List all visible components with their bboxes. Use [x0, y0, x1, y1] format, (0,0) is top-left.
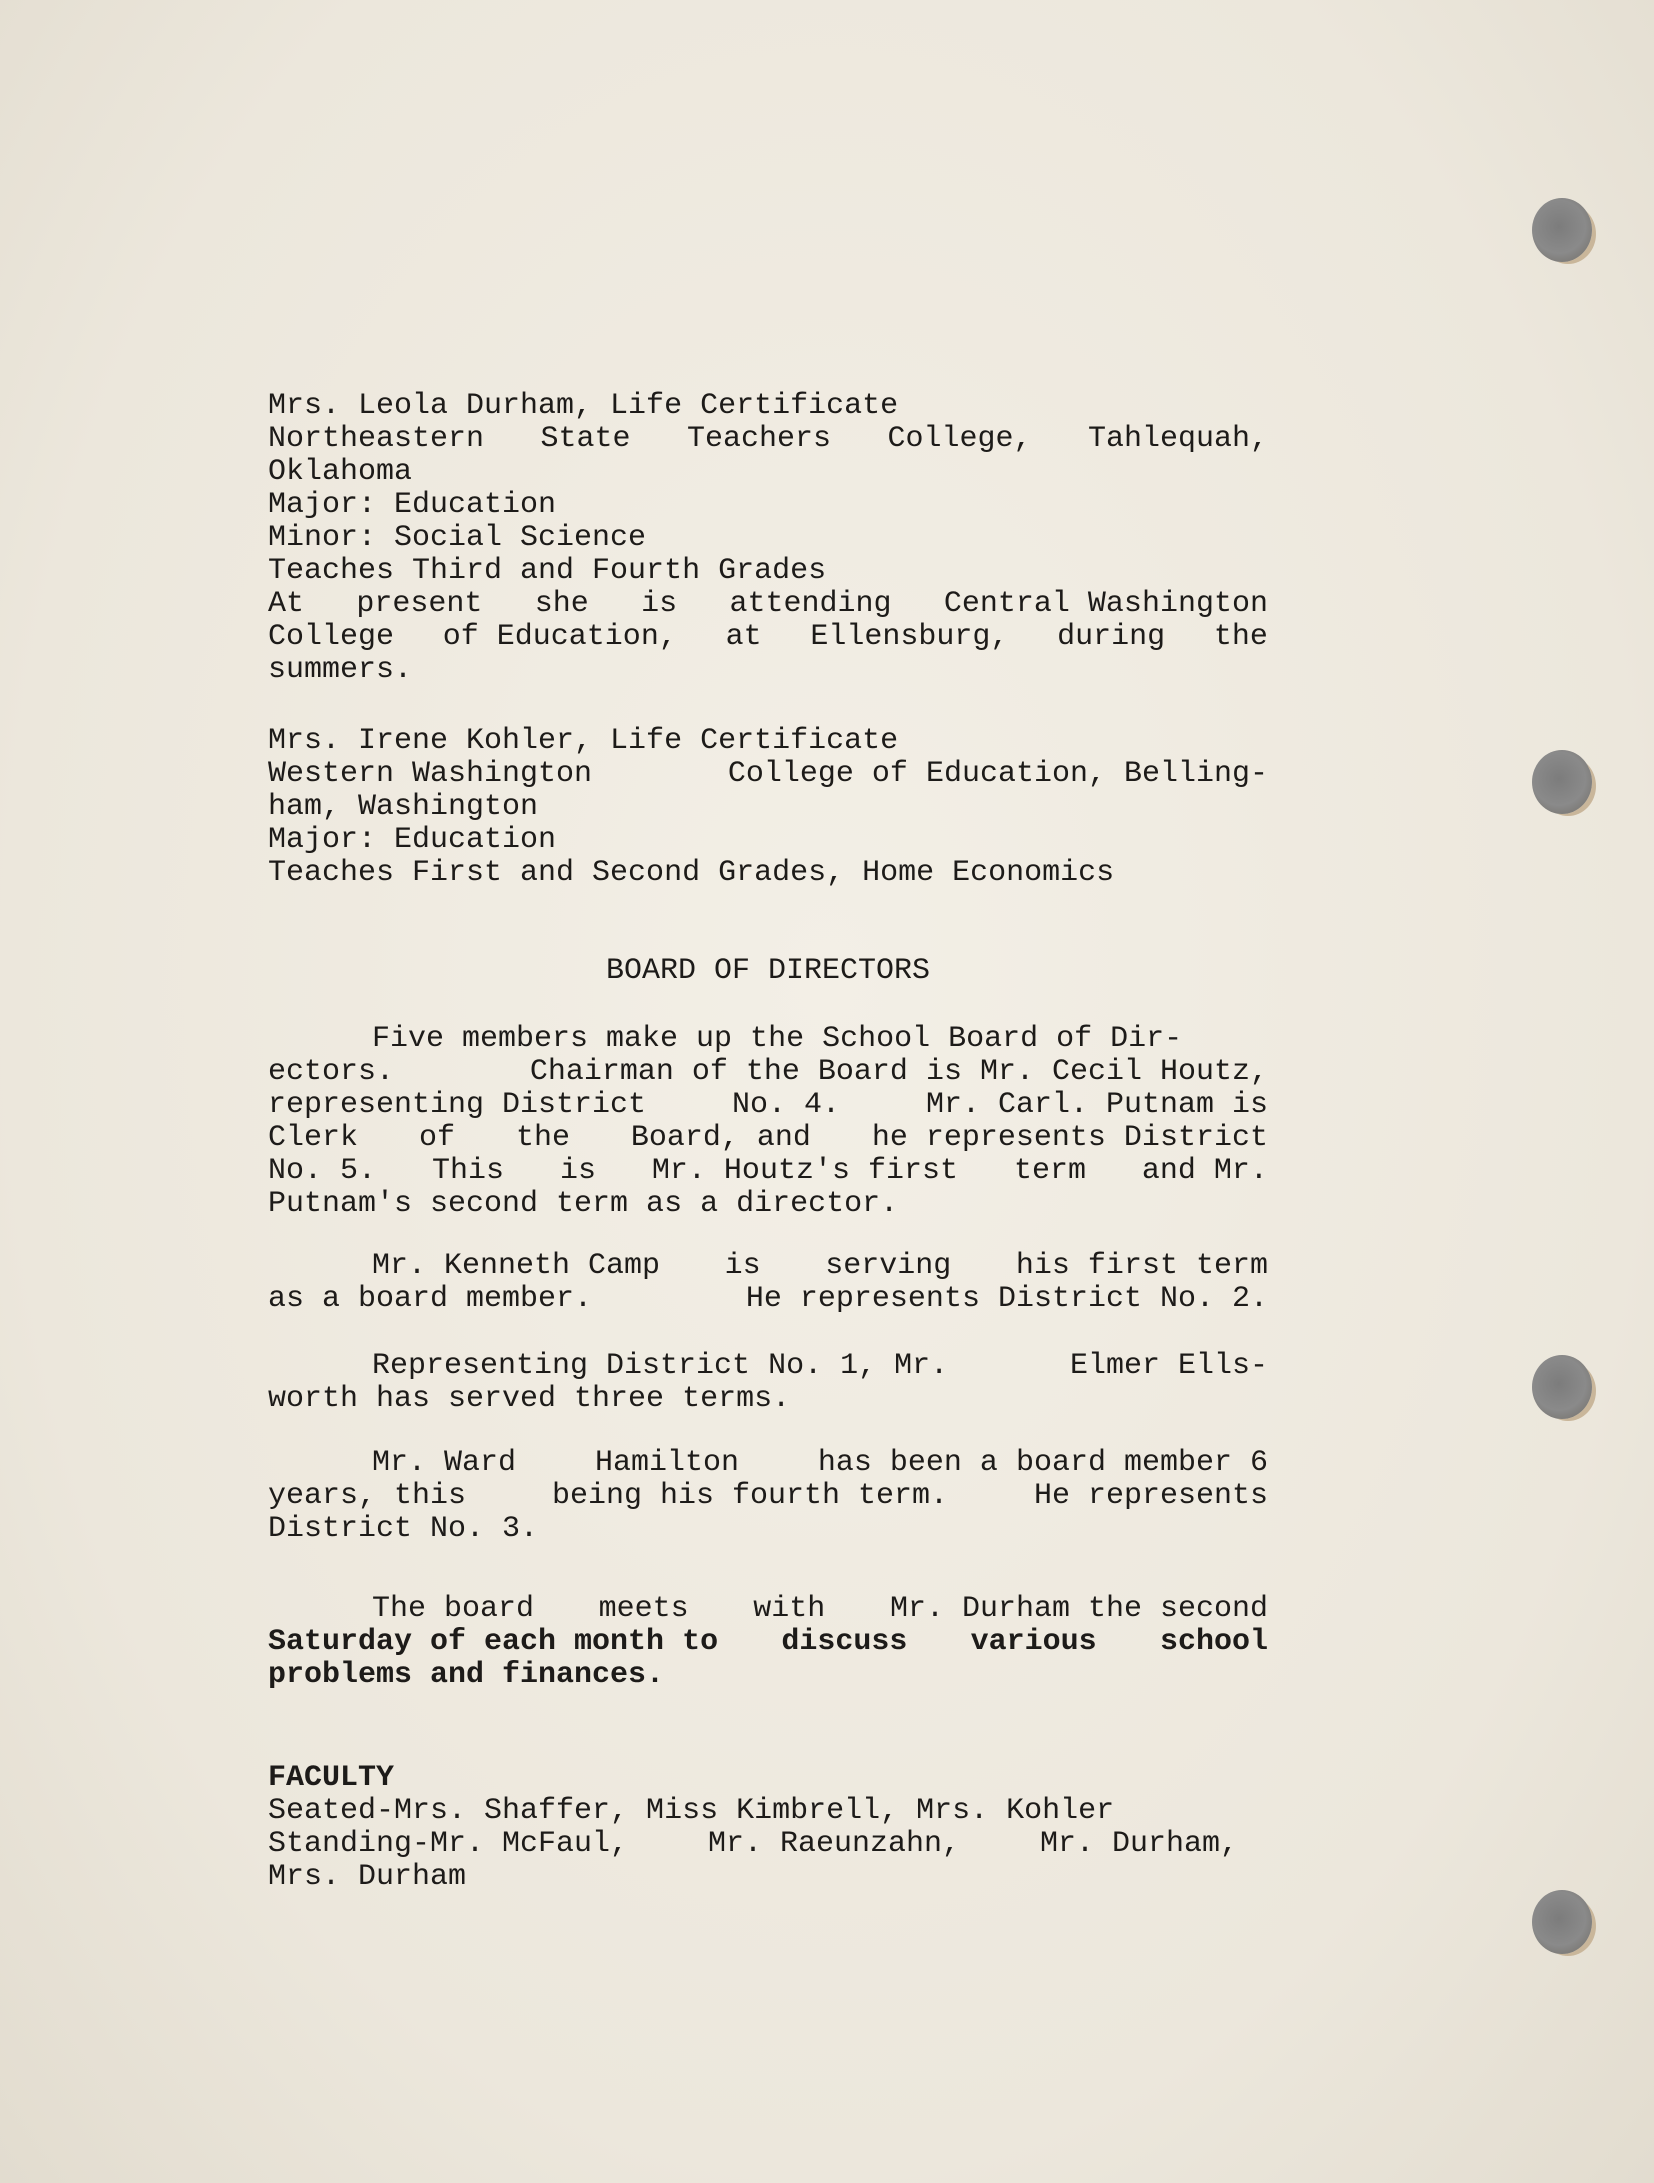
board-p5-line-2: Saturday of each month to discuss various school [268, 1625, 1268, 1659]
board-p3-line-2: worth has served three terms. [268, 1382, 791, 1416]
durham-name-line: Mrs. Leola Durham, Life Certificate [268, 389, 899, 423]
board-p2-line-2: as a board member. He represents District No. 2. [268, 1282, 1268, 1316]
durham-present-line-3: summers. [268, 653, 413, 687]
durham-teaches: Teaches Third and Fourth Grades [268, 554, 827, 588]
binder-hole-3 [1532, 1355, 1592, 1419]
durham-minor: Minor: Social Science [268, 521, 647, 555]
board-p5-line-1: The board meets with Mr. Durham the second [372, 1592, 1268, 1626]
durham-entry [268, 390, 1268, 687]
board-p4-line-3: District No. 3. [268, 1512, 539, 1546]
board-p5-line-3: problems and finances. [268, 1658, 665, 1692]
kohler-entry [268, 725, 1268, 890]
board-p1-line-1: Five members make up the School Board of Dir- [372, 1022, 1183, 1056]
board-p2-line-1: Mr. Kenneth Camp is serving his first term [372, 1249, 1268, 1283]
board-p4-line-1: Mr. Ward Hamilton has been a board member 6 [372, 1446, 1268, 1480]
kohler-state-line: ham, Washington [268, 790, 539, 824]
faculty-title: FACULTY [268, 1761, 395, 1795]
binder-hole-1 [1532, 198, 1592, 262]
board-p1-line-5: No. 5. This is Mr. Houtz's first term and Mr. [268, 1154, 1268, 1188]
board-p1-line-4: Clerk of the Board, and he represents District [268, 1121, 1268, 1155]
faculty-standing-cont: Mrs. Durham [268, 1860, 467, 1894]
board-p1-line-2: ectors. Chairman of the Board is Mr. Cecil Houtz, [268, 1055, 1268, 1089]
board-p1-line-6: Putnam's second term as a director. [268, 1187, 899, 1221]
board-paragraph-3 [268, 1350, 1268, 1416]
board-paragraph-5 [268, 1593, 1268, 1692]
kohler-teaches: Teaches First and Second Grades, Home Economics [268, 856, 1115, 890]
board-paragraph-2 [268, 1250, 1268, 1316]
board-paragraph-4 [268, 1447, 1268, 1546]
board-p1-line-3: representing District No. 4. Mr. Carl. Putnam is [268, 1088, 1268, 1122]
faculty-seated: Seated-Mrs. Shaffer, Miss Kimbrell, Mrs. Kohler [268, 1794, 1115, 1828]
kohler-name-line: Mrs. Irene Kohler, Life Certificate [268, 724, 899, 758]
durham-state-line: Oklahoma [268, 455, 413, 489]
durham-major: Major: Education [268, 488, 557, 522]
board-p4-line-2: years, this being his fourth term. He represents [268, 1479, 1268, 1513]
durham-college-line: Northeastern State Teachers College, Tahlequah, [268, 422, 1268, 456]
board-p3-line-1: Representing District No. 1, Mr. Elmer Ells- [372, 1349, 1268, 1383]
board-heading: BOARD OF DIRECTORS [605, 954, 931, 988]
binder-hole-4 [1532, 1890, 1592, 1954]
board-paragraph-1 [268, 1023, 1268, 1221]
binder-hole-2 [1532, 750, 1592, 814]
durham-present-line-2: College of Education, at Ellensburg, during the [268, 620, 1268, 654]
board-heading-block [268, 955, 1268, 988]
kohler-college-line: Western Washington College of Education, Belling- [268, 757, 1268, 791]
faculty-standing: Standing-Mr. McFaul, Mr. Raeunzahn, Mr. Durham, [268, 1827, 1238, 1861]
durham-present-line-1: At present she is attending Central Washington [268, 587, 1268, 621]
kohler-major: Major: Education [268, 823, 557, 857]
faculty-caption [268, 1762, 1248, 1894]
